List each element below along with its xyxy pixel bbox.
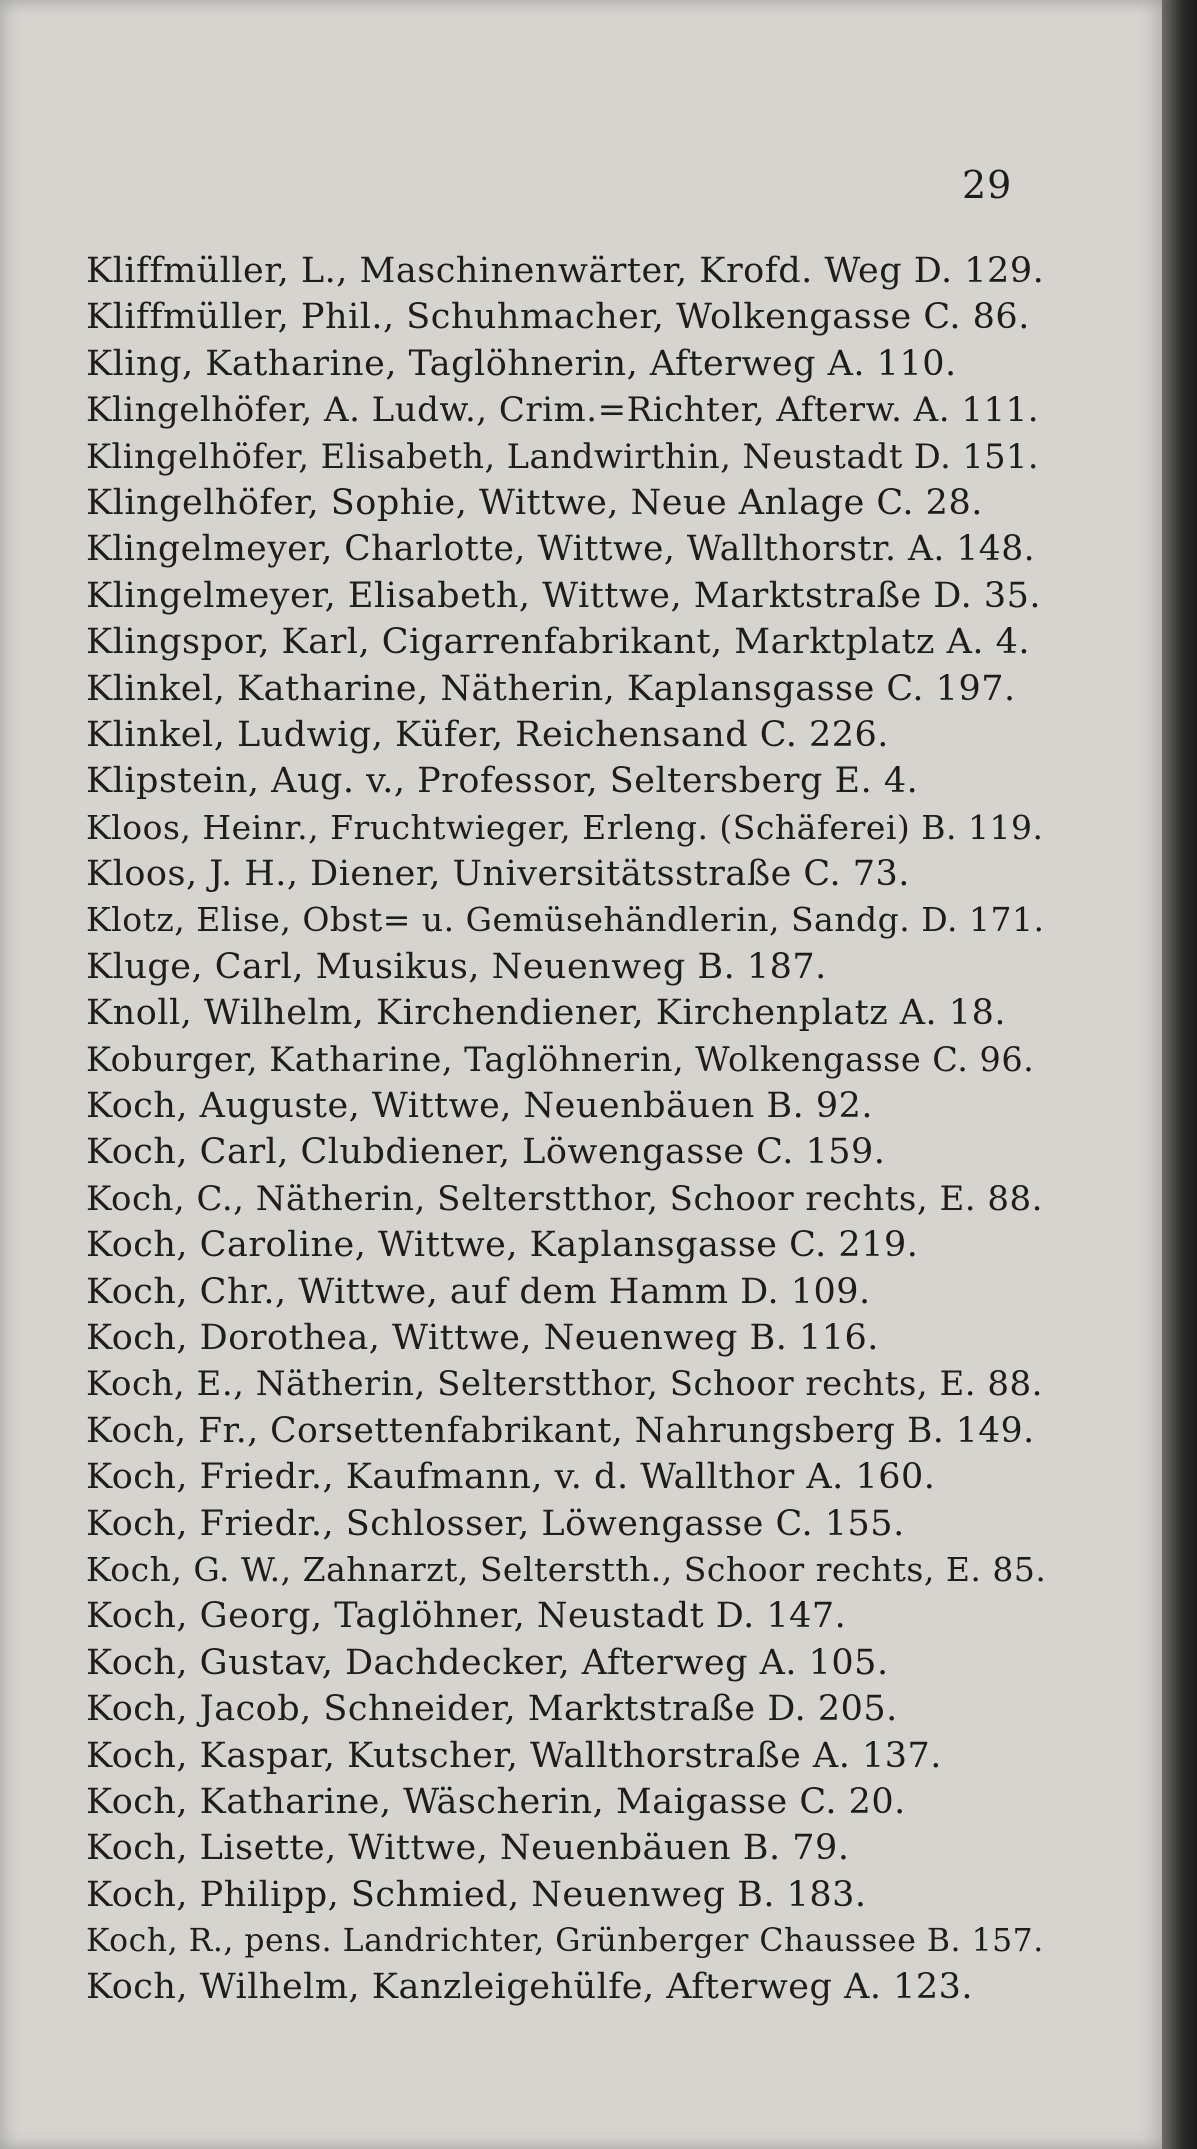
directory-entry: Koch, R., pens. Landrichter, Grünberger Chaussee B. 157. [86,1923,1044,1960]
directory-entry: Klingelhöfer, A. Ludw., Crim.=Richter, Afterw. A. 111. [86,390,1040,431]
directory-entry: Kliffmüller, L., Maschinenwärter, Krofd. Weg D. 129. [86,251,1045,291]
directory-entry: Koch, Friedr., Schlosser, Löwengasse C. 155. [86,1503,905,1544]
directory-entry: Klingelhöfer, Sophie, Wittwe, Neue Anlage C. 28. [86,482,983,523]
directory-entry: Klipstein, Aug. v., Professor, Seltersberg E. 4. [86,761,919,802]
directory-entry: Koch, E., Nätherin, Selterstthor, Schoor rechts, E. 88. [86,1364,1043,1405]
directory-entry: Kling, Katharine, Taglöhnerin, Afterweg A. 110. [86,343,957,384]
directory-entry: Klinkel, Ludwig, Küfer, Reichensand C. 226. [86,714,889,755]
directory-entry: Klingelmeyer, Charlotte, Wittwe, Wallthorstr. A. 148. [86,529,1036,570]
directory-entry: Koch, C., Nätherin, Selterstthor, Schoor rechts, E. 88. [86,1178,1043,1219]
directory-entry: Koch, Dorothea, Wittwe, Neuenweg B. 116. [86,1317,879,1358]
directory-entry: Koch, Georg, Taglöhner, Neustadt D. 147. [86,1596,847,1637]
directory-entry: Klingelhöfer, Elisabeth, Landwirthin, Neustadt D. 151. [86,436,1039,476]
page-number: 29 [962,163,1013,207]
directory-entry: Klotz, Elise, Obst= u. Gemüsehändlerin, Sandg. D. 171. [86,900,1045,940]
directory-entry: Koch, Auguste, Wittwe, Neuenbäuen B. 92. [86,1086,873,1127]
directory-entry: Koch, Katharine, Wäscherin, Maigasse C. 20. [86,1781,906,1822]
directory-entry: Koburger, Katharine, Taglöhnerin, Wolkengasse C. 96. [86,1039,1035,1079]
directory-entry: Kloos, J. H., Diener, Universitätsstraße C. 73. [86,854,910,895]
directory-entry: Koch, Philipp, Schmied, Neuenweg B. 183. [86,1874,867,1915]
directory-entry: Koch, Jacob, Schneider, Marktstraße D. 205. [86,1689,898,1730]
directory-entry: Kliffmüller, Phil., Schuhmacher, Wolkengasse C. 86. [86,297,1030,338]
directory-entry: Klingelmeyer, Elisabeth, Wittwe, Marktstraße D. 35. [86,575,1042,616]
directory-entry: Koch, Friedr., Kaufmann, v. d. Wallthor A. 160. [86,1457,936,1498]
directory-entries [86,248,1046,2011]
directory-entry: Koch, Kaspar, Kutscher, Wallthorstraße A. 137. [86,1735,942,1776]
directory-entry: Klingspor, Karl, Cigarrenfabrikant, Marktplatz A. 4. [86,622,1031,663]
directory-entry: Klinkel, Katharine, Nätherin, Kaplansgasse C. 197. [86,668,1016,709]
directory-entry: Kloos, Heinr., Fruchtwieger, Erleng. (Schäferei) B. 119. [86,807,1044,847]
directory-entry: Koch, Chr., Wittwe, auf dem Hamm D. 109. [86,1271,871,1312]
directory-entry: Koch, Fr., Corsettenfabrikant, Nahrungsberg B. 149. [86,1410,1035,1451]
directory-entry: Koch, Gustav, Dachdecker, Afterweg A. 105. [86,1642,889,1683]
directory-entry: Knoll, Wilhelm, Kirchendiener, Kirchenplatz A. 18. [86,993,1006,1034]
directory-entry: Koch, Carl, Clubdiener, Löwengasse C. 159. [86,1132,886,1173]
directory-entry: Kluge, Carl, Musikus, Neuenweg B. 187. [86,946,827,987]
directory-entry: Koch, Lisette, Wittwe, Neuenbäuen B. 79. [86,1828,850,1869]
book-spine-edge [1162,0,1197,2149]
directory-entry: Koch, G. W., Zahnarzt, Selterstth., Schoor rechts, E. 85. [86,1549,1047,1589]
directory-entry: Koch, Wilhelm, Kanzleigehülfe, Afterweg A. 123. [86,1967,973,2008]
directory-entry: Koch, Caroline, Wittwe, Kaplansgasse C. 219. [86,1225,919,1266]
